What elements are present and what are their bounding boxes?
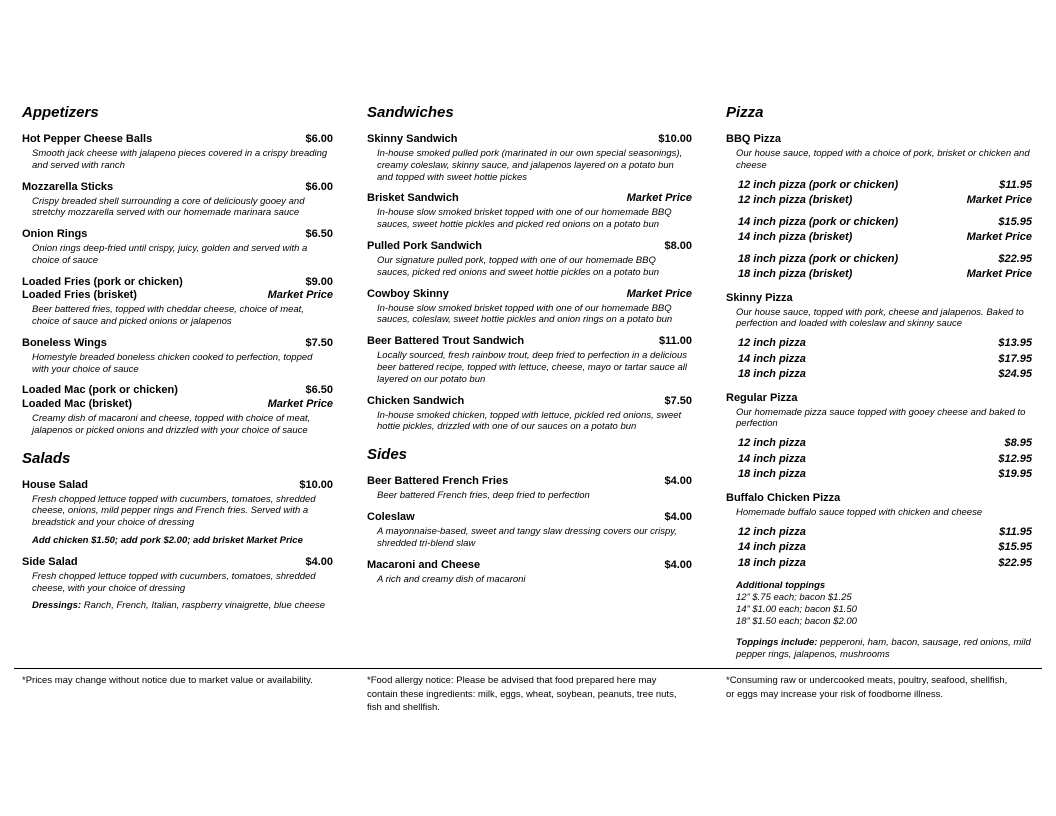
- pizza-size-price: $15.95: [998, 541, 1032, 554]
- pizza-price-line: [726, 336, 1032, 352]
- item-price: Market Price: [626, 192, 692, 205]
- toppings-include-label: Toppings include:: [736, 637, 818, 649]
- item-price: $11.00: [658, 335, 692, 348]
- menu-item: [367, 288, 692, 327]
- item-name: Hot Pepper Cheese Balls: [22, 133, 153, 145]
- item-price: Market Price: [626, 287, 692, 300]
- section-title-sandwiches: Sandwiches: [367, 104, 454, 121]
- pizza-price-line: [726, 215, 1032, 231]
- item-line: [22, 337, 333, 351]
- item-line: [22, 228, 333, 242]
- item-line: [367, 192, 692, 206]
- item-description: Crispy breaded shell surrounding a core of deliciously gooey and stretchy mozzarella served with our homemade marinara sauce: [32, 195, 305, 219]
- item-description: Beer battered fries, topped with cheddar cheese, choice of meat, choice of sauce and picked onions or jalapenos: [32, 304, 304, 328]
- pizza-price-line: [726, 525, 1032, 541]
- item-line: [22, 181, 333, 195]
- item-name: Chicken Sandwich: [367, 394, 465, 407]
- item-name: Boneless Wings: [22, 336, 107, 349]
- item-price: $7.50: [305, 336, 333, 349]
- pizza-price-line: [726, 178, 1032, 194]
- dressings-list: Ranch, French, Italian, raspberry vinaigrette, blue cheese: [83, 600, 326, 612]
- menu-item: [367, 192, 692, 231]
- item-price: $4.00: [664, 558, 692, 571]
- item-line: [22, 556, 333, 570]
- pizza-size-name: 18 inch pizza: [738, 556, 806, 569]
- item-line: [367, 395, 692, 409]
- pizza-size-name: 12 inch pizza: [738, 437, 806, 450]
- menu-item: [367, 559, 692, 586]
- pizza-price-line: [726, 540, 1032, 556]
- pizza-price-line: [726, 267, 1032, 283]
- item-price: $4.00: [664, 475, 692, 488]
- pizza-item: [726, 292, 1032, 383]
- item-name: Macaroni and Cheese: [367, 558, 481, 571]
- pizza-item: [726, 392, 1032, 483]
- item-description: Smooth jack cheese with jalapeno pieces covered in a crispy breading and served with ranch: [32, 148, 328, 171]
- item-price: $4.00: [664, 510, 692, 523]
- item-line: [367, 511, 692, 525]
- pizza-price-line: [726, 367, 1032, 383]
- item-line: [367, 288, 692, 302]
- item-price: $6.50: [305, 228, 333, 241]
- pizza-item-name: BBQ Pizza: [726, 133, 782, 145]
- toppings-include: [736, 637, 1032, 661]
- item-price: $6.00: [305, 133, 333, 145]
- item-name: Onion Rings: [22, 228, 88, 241]
- footer-note-prices: *Prices may change without notice due to market value or availability.: [22, 675, 313, 686]
- item-description: Beer battered French fries, deep fried to perfection: [377, 490, 590, 502]
- pizza-size-name: 18 inch pizza: [738, 468, 806, 481]
- item-price: $10.00: [658, 133, 692, 145]
- item-name: Loaded Fries (brisket): [22, 289, 137, 302]
- item-price: $9.00: [305, 275, 333, 288]
- pizza-price-line: [726, 467, 1032, 483]
- item-description: A rich and creamy dish of macaroni: [377, 573, 526, 585]
- item-price: Market Price: [267, 289, 333, 302]
- additional-toppings-line: 12” $.75 each; bacon $1.25: [736, 592, 852, 604]
- pizza-price-line: [726, 452, 1032, 468]
- menu-item: [22, 337, 333, 376]
- pizza-price-line: [726, 193, 1032, 209]
- menu-item: [22, 228, 333, 267]
- pizza-price-line: [726, 556, 1032, 572]
- item-line: [367, 335, 692, 349]
- pizza-item-name: Buffalo Chicken Pizza: [726, 491, 841, 504]
- item-name: Brisket Sandwich: [367, 192, 459, 205]
- item-name: Loaded Fries (pork or chicken): [22, 275, 183, 288]
- menu-item: [367, 511, 692, 550]
- footer-divider: [14, 668, 1042, 669]
- pizza-size-price: $19.95: [998, 468, 1032, 481]
- menu-item: [367, 475, 692, 502]
- pizza-item-description: Our homemade pizza sauce topped with gooey cheese and baked to perfection: [736, 406, 1026, 430]
- additional-toppings-line: 14” $1.00 each; bacon $1.50: [736, 604, 857, 616]
- item-description: Locally sourced, fresh rainbow trout, deep fried to perfection in a delicious beer battered recipe, topped with lettuce, cheese, mayo or tartar sauce all layered on our potato bun: [377, 350, 687, 385]
- item-line: [367, 240, 692, 254]
- menu-item: [22, 276, 333, 328]
- pizza-size-name: 14 inch pizza: [738, 452, 806, 465]
- pizza-price-line: [726, 436, 1032, 452]
- pizza-size-price: $12.95: [998, 452, 1032, 465]
- menu-item: [367, 240, 692, 279]
- item-line: [22, 289, 333, 303]
- menu-item: [22, 181, 333, 220]
- footer-note-allergy: *Food allergy notice: Please be advised that food prepared here may contain these ingredients: milk, eggs, wheat, soybean, peanuts, tree nuts, fish and shellfish.: [367, 675, 677, 713]
- additional-toppings-title: Additional toppings: [736, 580, 826, 592]
- item-line: [22, 479, 333, 493]
- pizza-item-name: Regular Pizza: [726, 391, 798, 404]
- pizza-price-group: [726, 215, 1032, 246]
- section-title-sides: Sides: [367, 446, 408, 464]
- pizza-price-group: [726, 436, 1032, 483]
- pizza-size-price: Market Price: [966, 268, 1032, 281]
- item-price: $10.00: [299, 478, 333, 491]
- menu-item: [22, 479, 333, 547]
- item-name: House Salad: [22, 478, 89, 491]
- item-description: Onion rings deep-fried until crispy, juicy, golden and served with a choice of sauce: [32, 243, 308, 266]
- item-description: Creamy dish of macaroni and cheese, topped with choice of meat, jalapenos or picked onions and drizzled with your choice of sauce: [32, 412, 311, 436]
- pizza-item-name: Skinny Pizza: [726, 291, 793, 304]
- menu-item: [367, 395, 692, 434]
- pizza-price-group: [726, 252, 1032, 283]
- pizza-price-group: [726, 525, 1032, 572]
- item-description: Fresh chopped lettuce topped with cucumbers, tomatoes, shredded cheese, with your choice of dressing: [32, 570, 316, 594]
- item-price: $6.50: [305, 384, 333, 397]
- pizza-item: [726, 133, 1032, 283]
- pizza-size-price: $8.95: [1004, 437, 1032, 450]
- pizza-size-price: $22.95: [998, 556, 1032, 569]
- pizza-size-price: Market Price: [966, 231, 1032, 244]
- item-name: Beer Battered Trout Sandwich: [367, 335, 525, 348]
- item-description: Our signature pulled pork, topped with one of our homemade BBQ sauces, picked red onions and sweet hottie pickles on a potato bun: [377, 254, 660, 278]
- pizza-size-name: 12 inch pizza: [738, 337, 806, 350]
- pizza-item-description: Our house sauce, topped with a choice of pork, brisket or chicken and cheese: [736, 148, 1030, 171]
- pizza-size-name: 18 inch pizza (pork or chicken): [738, 252, 899, 265]
- section-title-appetizers: Appetizers: [22, 104, 99, 121]
- item-line: [367, 559, 692, 573]
- pizza-size-name: 12 inch pizza (pork or chicken): [738, 178, 899, 191]
- item-line: [367, 475, 692, 489]
- pizza-price-line: [726, 352, 1032, 368]
- pizza-item-description: Homemade buffalo sauce topped with chicken and cheese: [736, 506, 983, 518]
- item-name: Side Salad: [22, 555, 78, 568]
- footer-note-raw-food: *Consuming raw or undercooked meats, poultry, seafood, shellfish, or eggs may increase your risk of foodborne illness.: [726, 675, 1008, 700]
- pizza-size-price: $22.95: [998, 252, 1032, 265]
- item-name: Loaded Mac (brisket): [22, 397, 133, 410]
- item-name: Mozzarella Sticks: [22, 180, 114, 193]
- item-name: Pulled Pork Sandwich: [367, 239, 482, 252]
- item-note: Add chicken $1.50; add pork $2.00; add brisket Market Price: [32, 534, 303, 546]
- item-description: In-house slow smoked brisket topped with one of our homemade BBQ sauces, sweet hottie pickles and picked red onions on a potato bun: [377, 207, 672, 231]
- column-appetizers-salads: [22, 104, 333, 661]
- pizza-size-price: $13.95: [998, 337, 1032, 350]
- item-price: $7.50: [664, 394, 692, 407]
- pizza-item-description: Our house sauce, topped with pork, cheese and jalapenos. Baked to perfection and loaded with coleslaw and skinny sauce: [736, 306, 1024, 330]
- item-price: $8.00: [664, 239, 692, 252]
- pizza-price-group: [726, 336, 1032, 383]
- item-line: [22, 276, 333, 290]
- pizza-size-name: 14 inch pizza (brisket): [738, 231, 853, 244]
- additional-toppings: [736, 580, 1032, 628]
- item-price: Market Price: [267, 397, 333, 410]
- item-description: Fresh chopped lettuce topped with cucumbers, tomatoes, shredded cheese, onions, mild pepper rings and French fries. Served with a breadstick and your choice of dressing: [32, 493, 316, 529]
- footer: [22, 674, 1032, 715]
- pizza-size-name: 14 inch pizza: [738, 541, 806, 554]
- pizza-size-name: 18 inch pizza: [738, 368, 806, 381]
- item-line: [22, 398, 333, 412]
- item-name: Cowboy Skinny: [367, 287, 449, 300]
- item-description: A mayonnaise-based, sweet and tangy slaw dressing covers our crispy, shredded tri-blend slaw: [377, 525, 677, 549]
- pizza-size-price: Market Price: [966, 194, 1032, 207]
- dressings-label: Dressings:: [32, 600, 82, 612]
- menu-columns: [22, 104, 1032, 661]
- pizza-size-price: $24.95: [998, 368, 1032, 381]
- menu-item: [367, 133, 692, 183]
- item-description: In-house smoked chicken, topped with lettuce, pickled red onions, sweet hottie pickles, drizzled with one of our sauces on a potato bun: [377, 409, 682, 433]
- column-pizza: [726, 104, 1032, 661]
- pizza-size-name: 14 inch pizza: [738, 352, 806, 365]
- pizza-size-name: 14 inch pizza (pork or chicken): [738, 215, 899, 228]
- section-title-salads: Salads: [22, 449, 71, 467]
- item-description: In-house slow smoked brisket topped with one of our homemade BBQ sauces, coleslaw, sweet hottie pickles and onion rings on a potato bun: [377, 302, 673, 326]
- item-line: [22, 384, 333, 398]
- column-sandwiches-sides: [367, 104, 692, 661]
- pizza-price-line: [726, 230, 1032, 246]
- pizza-size-price: $11.95: [999, 525, 1032, 538]
- menu-item: [22, 384, 333, 436]
- item-price: $4.00: [305, 555, 333, 568]
- item-name: Loaded Mac (pork or chicken): [22, 384, 178, 397]
- dressings-note: [32, 600, 333, 612]
- toppings-include-list: pepperoni, ham, bacon, sausage, red onions, mild pepper rings, jalapenos, mushrooms: [736, 637, 1031, 661]
- menu-item: [22, 133, 333, 172]
- item-name: Coleslaw: [367, 510, 415, 523]
- menu-item: [367, 335, 692, 385]
- pizza-size-price: $11.95: [999, 178, 1032, 191]
- pizza-price-line: [726, 252, 1032, 268]
- item-description: In-house smoked pulled pork (marinated in our own special seasonings), creamy coleslaw, skinny sauce, and jalapenos layered on a potato bun and topped with sweet hottie pickes: [377, 148, 683, 183]
- additional-toppings-line: 18” $1.50 each; bacon $2.00: [736, 616, 857, 628]
- item-price: $6.00: [305, 180, 333, 193]
- item-line: [367, 133, 692, 147]
- pizza-size-price: $15.95: [998, 215, 1032, 228]
- item-name: Beer Battered French Fries: [367, 475, 509, 488]
- pizza-size-name: 18 inch pizza (brisket): [738, 268, 853, 281]
- item-line: [22, 133, 333, 147]
- pizza-item: [726, 492, 1032, 571]
- section-title-pizza: Pizza: [726, 104, 764, 121]
- menu-item: [22, 556, 333, 612]
- item-description: Homestyle breaded boneless chicken cooked to perfection, topped with your choice of sauce: [32, 351, 313, 375]
- item-name: Skinny Sandwich: [367, 133, 458, 145]
- pizza-size-price: $17.95: [998, 352, 1032, 365]
- pizza-price-group: [726, 178, 1032, 209]
- pizza-size-name: 12 inch pizza (brisket): [738, 194, 853, 207]
- pizza-size-name: 12 inch pizza: [738, 525, 806, 538]
